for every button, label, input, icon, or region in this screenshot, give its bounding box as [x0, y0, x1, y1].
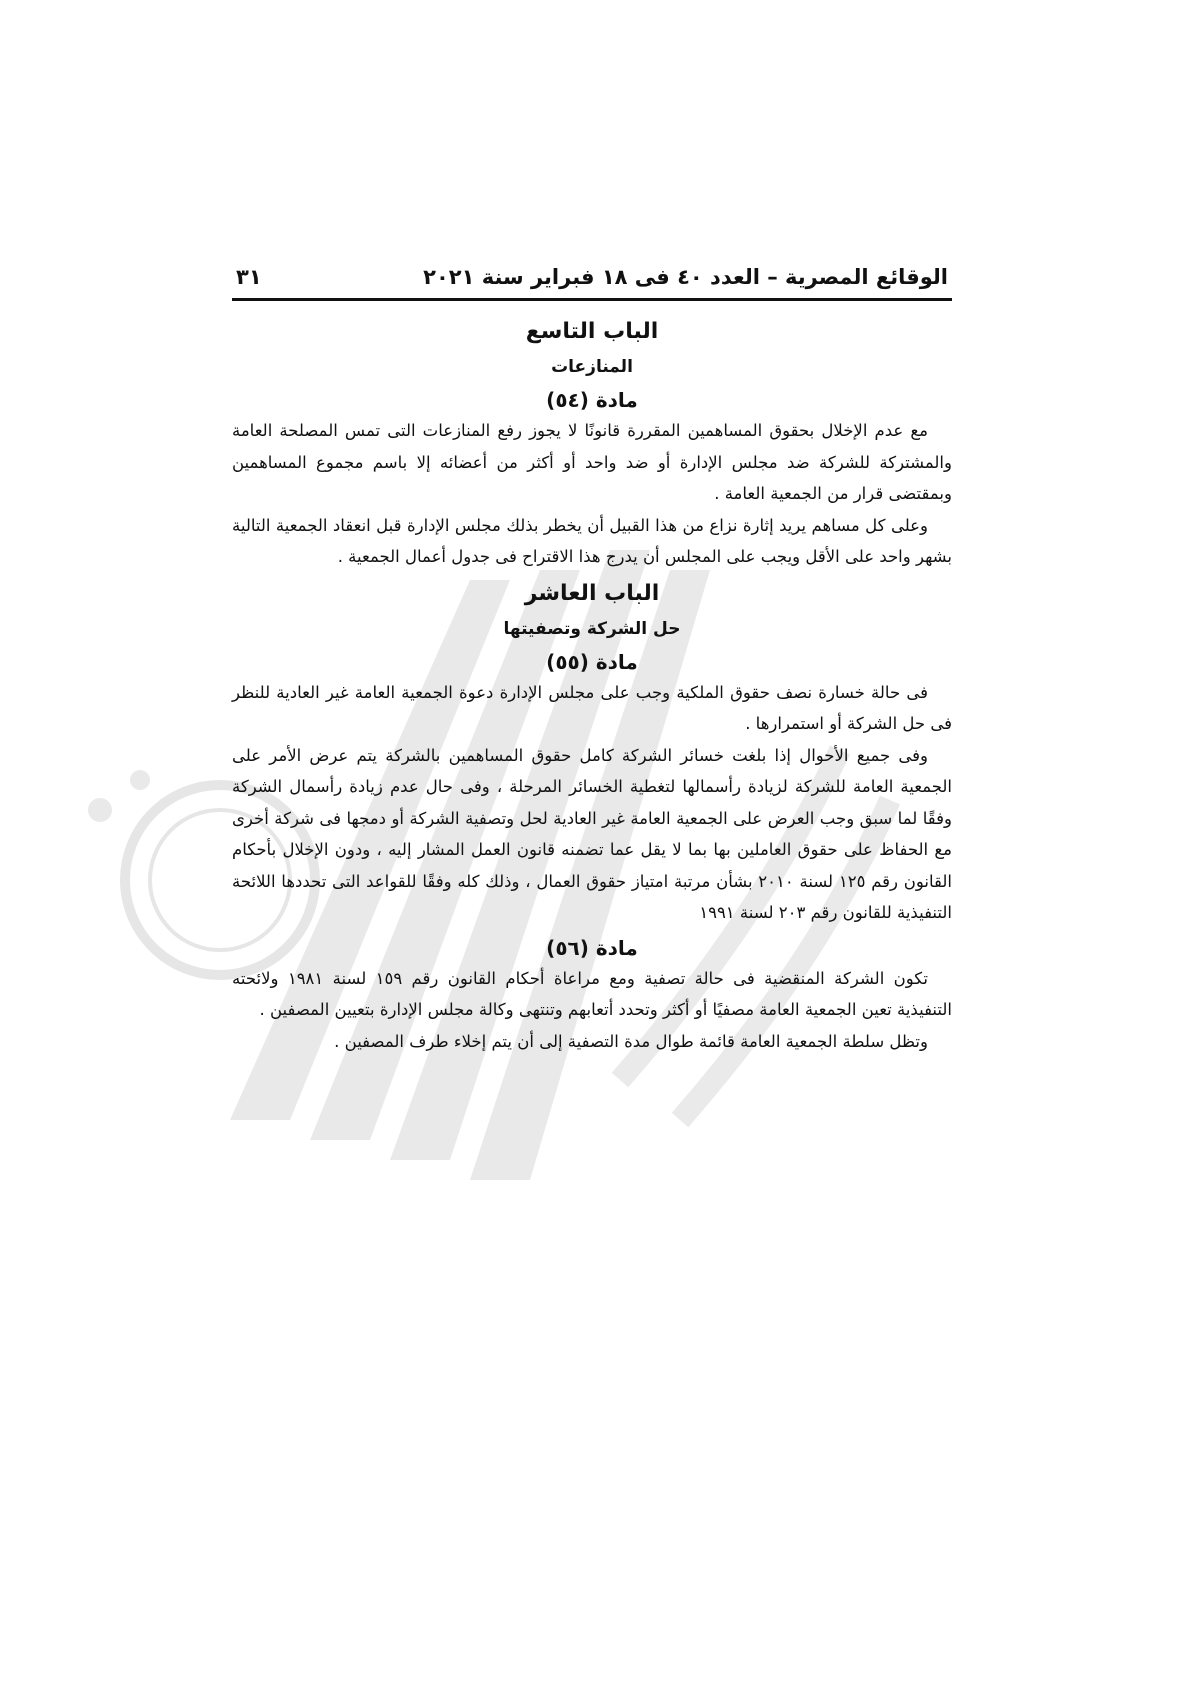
article-heading: مادة (٥٤): [546, 388, 638, 412]
chapter-title: الباب التاسع: [525, 319, 659, 344]
paragraph: وعلى كل مساهم يريد إثارة نزاع من هذا القبيل أن يخطر بذلك مجلس الإدارة قبل انعقاد الجمعية التالية بشهر واحد على الأقل ويجب على المجلس أن يدرج هذا الاقتراح فى جدول أعمال الجمعية .: [232, 515, 952, 566]
paragraph: وتظل سلطة الجمعية العامة قائمة طوال مدة التصفية إلى أن يتم إخلاء طرف المصفين .: [334, 1031, 928, 1051]
chapter-subtitle: المنازعات: [551, 357, 633, 377]
chapter-subtitle: حل الشركة وتصفيتها: [503, 618, 681, 639]
article-heading: مادة (٥٦): [546, 935, 638, 960]
paragraph: فى حالة خسارة نصف حقوق الملكية وجب على مجلس الإدارة دعوة الجمعية العامة غير العادية للنظر فى حل الشركة أو استمرارها .: [232, 682, 952, 733]
paragraph: تكون الشركة المنقضية فى حالة تصفية ومع مراعاة أحكام القانون رقم ١٥٩ لسنة ١٩٨١ ولائحته التنفيذية تعين الجمعية العامة مصفيًا أو أكثر وتحدد أتعابهم وتنتهى وكالة مجلس الإدارة بتعيين المصفين .: [232, 968, 952, 1019]
chapter-title: الباب العاشر: [524, 580, 660, 606]
gazette-page: [232, 262, 952, 1422]
paragraph: مع عدم الإخلال بحقوق المساهمين المقررة قانونًا لا يجوز رفع المنازعات التى تمس المصلحة العامة والمشتركة للشركة ضد مجلس الإدارة أو ضد واحد أو أكثر من أعضائه إلا باسم مجموع المساهمين وبمقتضى قرار من الجمعية العامة .: [232, 421, 952, 503]
chapter-nine: [232, 317, 952, 573]
article-heading: مادة (٥٥): [546, 649, 638, 674]
chapter-ten: [232, 579, 952, 1058]
page-header: [232, 262, 952, 301]
gazette-title: الوقائع المصرية – العدد ٤٠ فى ١٨ فبراير سنة ٢٠٢١: [423, 265, 948, 289]
page-number: ٣١: [236, 265, 262, 289]
paragraph: وفى جميع الأحوال إذا بلغت خسائر الشركة كامل حقوق المساهمين بالشركة يتم عرض الأمر على الجمعية العامة للشركة لزيادة رأسمالها لتغطية الخسائر المرحلة ، وفى حال عدم زيادة رأسمال الشركة وفقًا لما سبق وجب العرض على الجمعية العامة غير العادية لحل وتصفية الشركة أو دمجها فى شركة أخرى مع الحفاظ على حقوق العاملين بها بما لا يقل عما تضمنه قانون العمل المشار إليه ، ودون الإخلال بأحكام القانون رقم ١٢٥ لسنة ٢٠١٠ بشأن مرتبة امتياز حقوق العمال ، وذلك كله وفقًا للقواعد التى تحددها اللائحة التنفيذية للقانون رقم ٢٠٣ لسنة ١٩٩١: [232, 745, 953, 922]
